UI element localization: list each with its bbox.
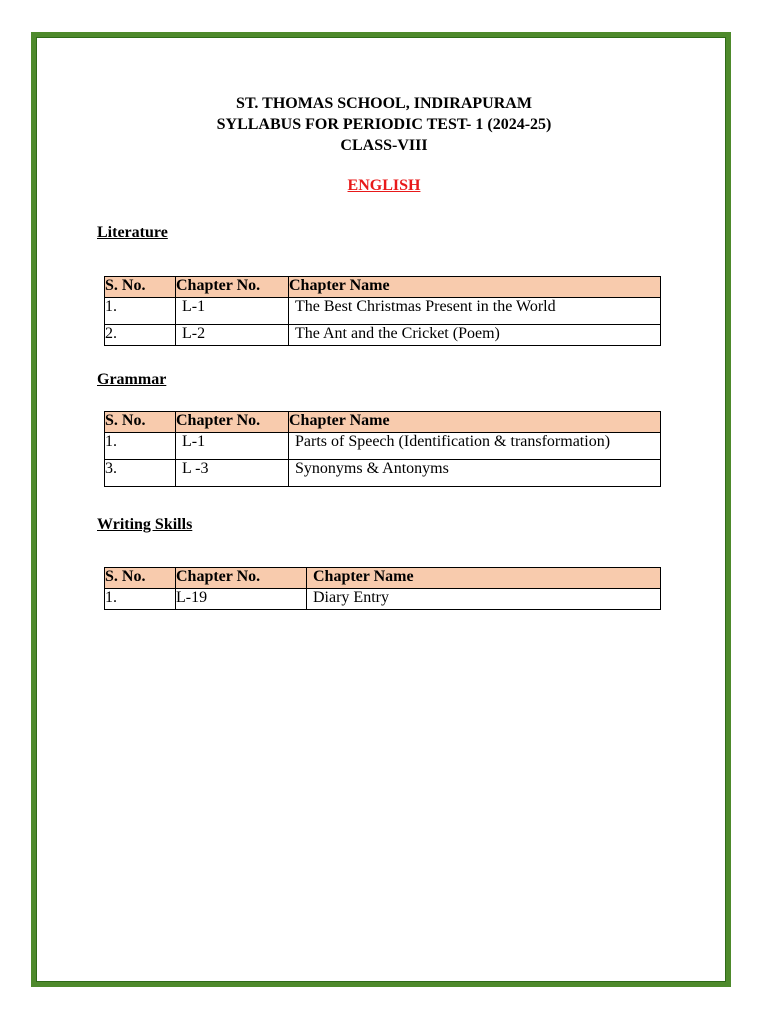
column-header-sno: S. No.: [105, 568, 176, 589]
cell-chapter-name: The Best Christmas Present in the World: [289, 298, 661, 325]
class-title: CLASS-VIII: [340, 137, 428, 154]
writing-skills-table: [104, 567, 661, 610]
section-title-literature: Literature: [97, 224, 168, 241]
cell-chapter-no: L-19: [176, 589, 307, 610]
literature-table: [104, 276, 661, 346]
subject-heading: [0, 177, 768, 195]
table-row: [105, 460, 661, 487]
cell-chapter-no: L-1: [176, 298, 289, 325]
page-border: [31, 32, 731, 987]
table-header-row: [105, 277, 661, 298]
section-title-writing-skills: Writing Skills: [97, 516, 193, 533]
cell-sno: 2.: [105, 325, 176, 346]
cell-chapter-name: Synonyms & Antonyms: [289, 460, 661, 487]
cell-chapter-name: Parts of Speech (Identification & transformation): [289, 433, 661, 460]
table-row: [105, 298, 661, 325]
column-header-sno: S. No.: [105, 277, 176, 298]
column-header-chapter-name: Chapter Name: [289, 277, 661, 298]
column-header-chapter-no: Chapter No.: [176, 568, 307, 589]
table-row: [105, 433, 661, 460]
cell-sno: 1.: [105, 298, 176, 325]
cell-chapter-no: L -3: [176, 460, 289, 487]
table-row: [105, 325, 661, 346]
cell-sno: 3.: [105, 460, 176, 487]
subject-label: ENGLISH: [347, 177, 421, 194]
cell-chapter-no: L-2: [176, 325, 289, 346]
school-name: ST. THOMAS SCHOOL, INDIRAPURAM: [236, 95, 532, 112]
column-header-sno: S. No.: [105, 412, 176, 433]
column-header-chapter-name: Chapter Name: [307, 568, 661, 589]
cell-chapter-name: Diary Entry: [307, 589, 661, 610]
cell-chapter-no: L-1: [176, 433, 289, 460]
cell-sno: 1.: [105, 589, 176, 610]
table-header-row: [105, 568, 661, 589]
cell-chapter-name: The Ant and the Cricket (Poem): [289, 325, 661, 346]
section-title-grammar: Grammar: [97, 371, 167, 388]
table-row: [105, 589, 661, 610]
grammar-table: [104, 411, 661, 487]
cell-sno: 1.: [105, 433, 176, 460]
column-header-chapter-no: Chapter No.: [176, 412, 289, 433]
syllabus-title: SYLLABUS FOR PERIODIC TEST- 1 (2024-25): [216, 116, 552, 133]
table-header-row: [105, 412, 661, 433]
column-header-chapter-name: Chapter Name: [289, 412, 661, 433]
column-header-chapter-no: Chapter No.: [176, 277, 289, 298]
